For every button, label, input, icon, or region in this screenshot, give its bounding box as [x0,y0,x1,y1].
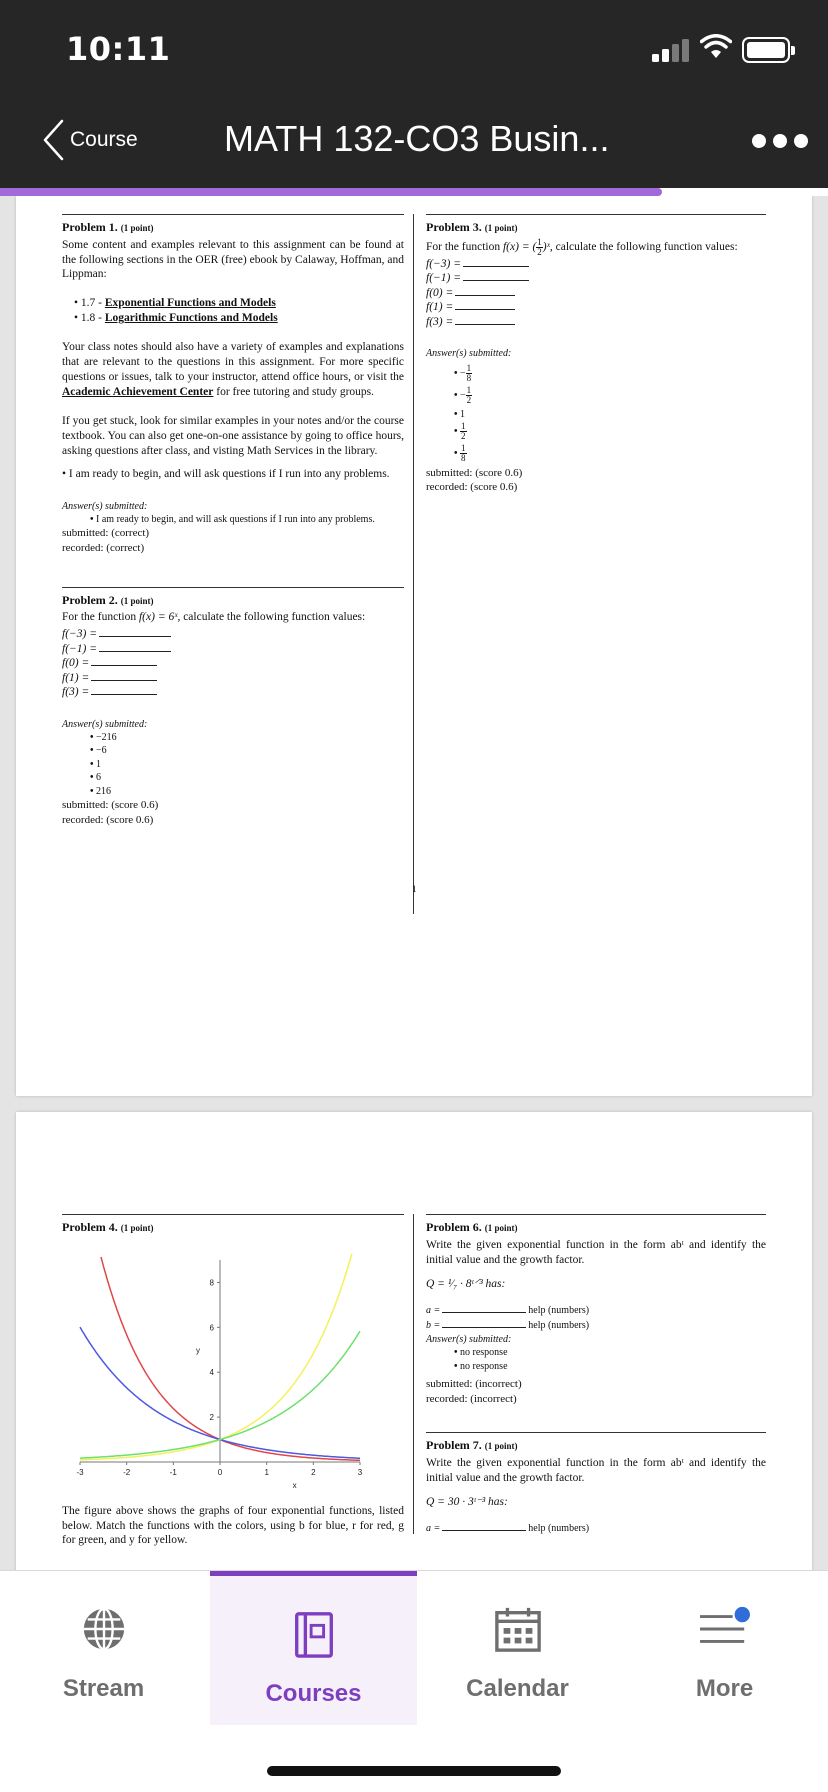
answer-item: • 216 [90,785,404,799]
document-viewer[interactable] [0,196,828,1570]
a-input[interactable] [442,1304,526,1313]
back-label: Course [70,128,138,151]
document-page-2 [16,1112,812,1570]
globe-icon [79,1605,129,1653]
problem-7-title: Problem 7. (1 point) [426,1438,518,1452]
answer-list [454,1346,766,1373]
answer-list [90,731,404,799]
home-indicator[interactable] [267,1766,561,1776]
recorded-status: recorded: (score 0.6) [426,481,518,494]
submitted-status: submitted: (score 0.6) [62,799,159,812]
wifi-icon [700,34,732,60]
courses-book-icon [292,1610,336,1658]
menu-icon [697,1605,753,1653]
recorded-status: recorded: (incorrect) [426,1392,517,1405]
calendar-icon [493,1605,543,1653]
answer-item: • 1 [454,408,766,422]
loading-progress-bar [0,188,662,196]
help-link[interactable]: help (numbers) [528,1523,590,1535]
answer-item: • 6 [90,771,404,785]
b-input[interactable] [442,1319,526,1328]
tab-stream[interactable] [0,1571,207,1725]
tab-courses[interactable] [210,1571,417,1725]
status-time: 10:11 [66,30,171,68]
submitted-status: submitted: (correct) [62,527,150,540]
answer-fields: a = help (numbers) [426,1523,590,1535]
aac-link[interactable]: Academic Achievement Center [62,386,214,399]
submitted-status: submitted: (score 0.6) [426,467,523,480]
problem-6-prompt: Write the given exponential function in the form abᵗ and identify the initial value and the growth factor. [426,1238,766,1266]
answers-label: Answer(s) submitted: [426,1334,512,1346]
answer-item: • −6 [90,744,404,758]
answer-list [90,513,404,527]
answers-label: Answer(s) submitted: [62,500,148,512]
a-input[interactable] [442,1522,526,1531]
tab-calendar[interactable] [414,1571,621,1725]
answer-blank[interactable] [91,686,157,695]
answer-item: • I am ready to begin, and will ask questions if I run into any problems. [90,513,404,527]
tab-label: Stream [62,1675,145,1702]
tab-label: Calendar [466,1675,569,1702]
help-link[interactable]: help (numbers) [528,1305,590,1317]
answers-label: Answer(s) submitted: [426,348,512,360]
series-yellow-line [80,1253,352,1459]
answer-blank[interactable] [455,287,515,296]
ready-statement: • I am ready to begin, and will ask questions if I run into any problems. [62,467,390,480]
recorded-status: recorded: (correct) [62,541,145,554]
y-tick-label: 4 [209,1367,214,1377]
answer-blank[interactable] [91,672,157,681]
document-page-1 [16,196,812,1096]
answer-item: • no response [454,1360,766,1374]
problem-2-prompt: For the function f(x) = 6ˣ, calculate the following function values: [62,611,366,624]
problem-7-prompt: Write the given exponential function in the form abᵗ and identify the initial value and the growth factor. [426,1456,766,1484]
chevron-left-icon [40,117,66,163]
problem-6-formula: Q = ¹⁄₇ · 8ᵗ⸍³ has: [426,1278,506,1291]
x-tick-label: 2 [311,1467,316,1477]
x-tick-label: 0 [217,1467,223,1477]
stuck-text: If you get stuck, look for similar examples in your notes and/or the course textbook. You can also get one-on-one assistance by going to office hours, asking questions after class, and visting Math Services in the library. [62,415,404,457]
answer-item: • $\frac{1}{2}$ [454,422,766,444]
submitted-status: submitted: (incorrect) [426,1378,522,1391]
help-link[interactable]: help (numbers) [528,1319,590,1331]
x-tick-label: -1 [169,1467,177,1477]
problem-4-description: The figure above shows the graphs of four exponential functions, listed below. Match the functions with the colors, using b for blue, r for red, g for green, and y for yellow. [62,1504,404,1547]
tab-label: More [695,1675,754,1702]
answers-label: Answer(s) submitted: [62,718,148,730]
answer-blank[interactable] [455,301,515,310]
back-button[interactable] [40,114,138,166]
answer-item: • −216 [90,731,404,745]
series-red-line [101,1257,360,1460]
battery-icon [742,37,790,63]
problem-2-title: Problem 2. (1 point) [62,592,154,607]
nav-bar [0,96,828,188]
answer-blank[interactable] [91,657,157,666]
y-axis-label: y [196,1345,200,1355]
y-tick-label: 6 [209,1322,214,1332]
answer-blank[interactable] [455,316,515,325]
problem-4-title: Problem 4. (1 point) [62,1220,154,1234]
status-bar [0,0,828,96]
answer-blank[interactable] [463,272,529,281]
tab-more[interactable] [621,1571,828,1725]
problem-1-intro: Some content and examples relevant to this assignment can be found at the following sections in the OER (free) ebook by Calaway, Hoffman, and Lippman: [62,238,404,281]
problem-1-title: Problem 1. (1 point) [62,220,154,234]
class-notes-text: Your class notes should also have a variety of examples and explanations that are relevant to the questions in this assignment. For more specific questions or issues, talk to your instructor, attend office hours, or visit the Academic Achievement Center for free tutoring and study groups. [62,341,404,399]
answer-blank[interactable] [99,643,171,652]
answer-blank[interactable] [463,258,529,267]
tab-label: Courses [265,1680,362,1707]
right-column [426,214,766,495]
section-item[interactable]: • 1.7 - Exponential Functions and Models [74,296,404,311]
answer-item: • − $\frac{1}{2}$ [454,386,766,408]
more-options-icon[interactable] [752,132,808,150]
left-column [62,214,404,827]
left-column [62,1214,404,1548]
problem-7-formula: Q = 30 · 3ᵗ⁻³ has: [426,1496,508,1509]
problem-3-title: Problem 3. (1 point) [426,220,518,234]
y-tick-label: 2 [209,1412,214,1422]
exponential-graph [70,1250,370,1490]
answer-item: • no response [454,1346,766,1360]
answer-blank[interactable] [99,628,171,637]
x-tick-label: -3 [76,1467,84,1477]
problem-6-title: Problem 6. (1 point) [426,1220,518,1234]
column-divider [413,214,414,914]
function-value-lines: f(−3) = f(−1) = f(0) = f(1) = f(3) = [426,257,766,330]
function-value-lines: f(−3) = f(−1) = f(0) = f(1) = f(3) = [62,627,404,700]
page-title: MATH 132-CO3 Busin... [224,118,610,159]
bottom-tab-bar [0,1570,828,1792]
cellular-signal-icon [652,38,690,62]
column-divider [413,1214,414,1534]
answer-item: • 1 [90,758,404,772]
x-tick-label: -2 [123,1467,131,1477]
section-item[interactable]: • 1.8 - Logarithmic Functions and Models [74,311,404,326]
x-axis-label: x [292,1480,297,1490]
answer-item: • − $\frac{1}{8}$ [454,364,766,386]
right-column [426,1214,766,1537]
answer-list [454,364,766,466]
x-tick-label: 1 [264,1467,269,1477]
answer-fields: a = help (numbers) b = help (numbers) [426,1305,590,1331]
answer-item: • $\frac{1}{8}$ [454,444,766,466]
y-tick-label: 8 [209,1278,214,1288]
page-number: 1 [412,884,417,894]
section-list [74,296,404,326]
recorded-status: recorded: (score 0.6) [62,813,154,826]
x-tick-label: 3 [357,1467,363,1477]
problem-3-prompt: For the function f(x) = ( $\frac{1}{2}$ )ˣ, calculate the following function values: [426,236,738,257]
